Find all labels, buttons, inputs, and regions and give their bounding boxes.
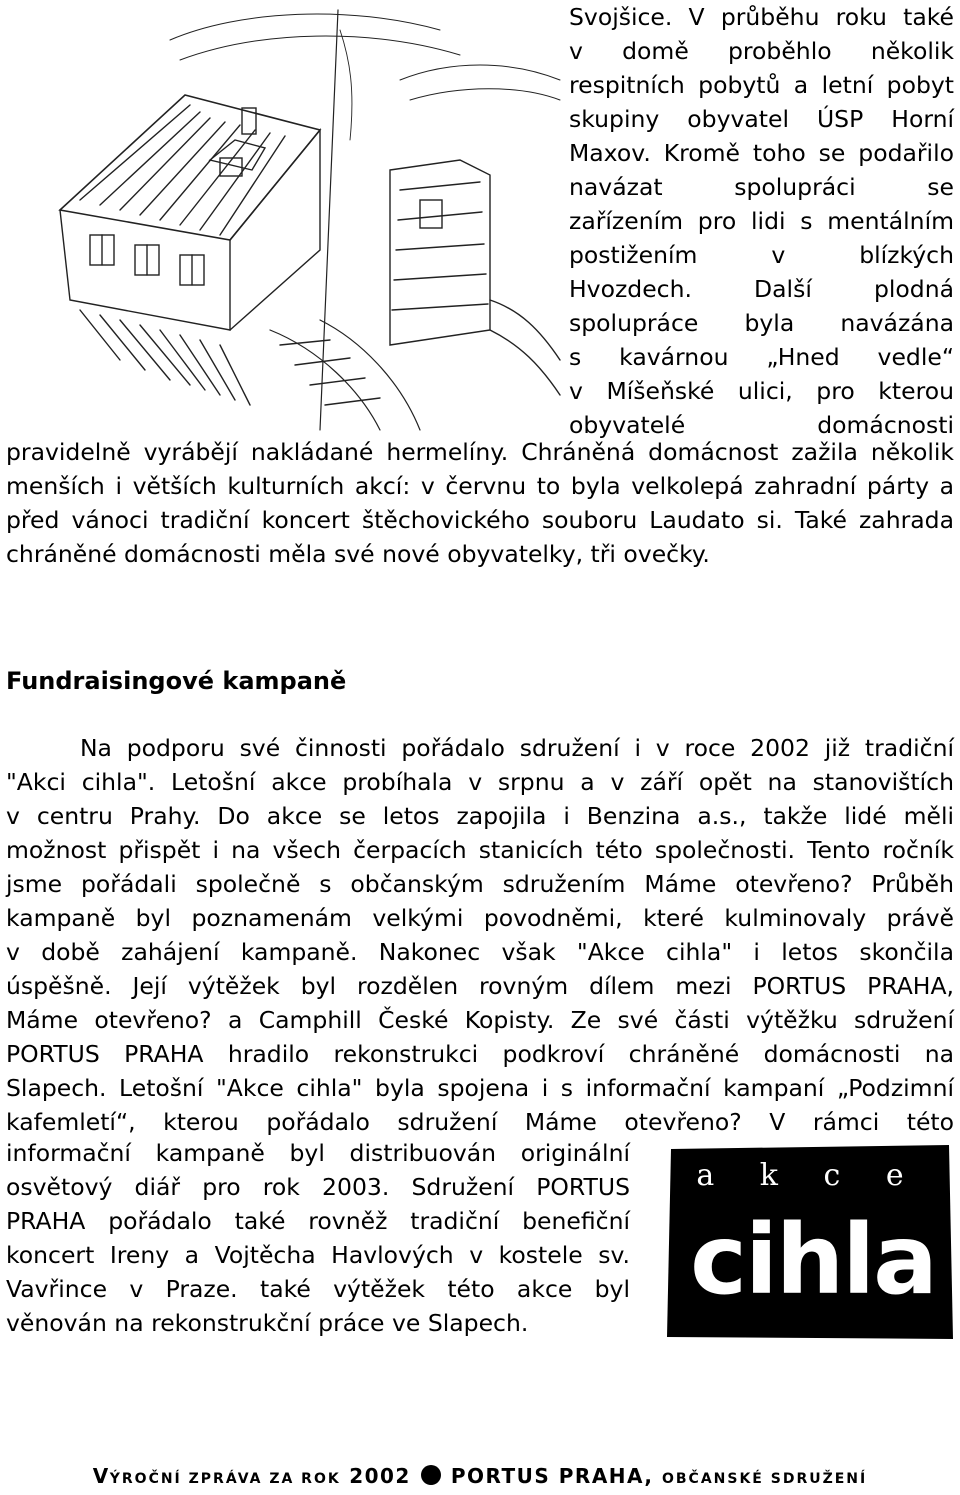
text-line: PRAHA pořádalo také rovněž tradiční benefiční — [6, 1207, 630, 1235]
house-sketch-illustration — [20, 0, 565, 432]
footer-organization: PORTUS PRAHA, — [450, 1464, 654, 1488]
text-line: v době zahájení kampaně. Nakonec však "Akce cihla" i letos skončila — [6, 938, 954, 966]
footer-year: 2002 — [349, 1464, 411, 1488]
text-line: osvětový diář pro rok 2003. Sdružení PORTUS — [6, 1173, 630, 1201]
bullet-icon — [421, 1465, 441, 1485]
text-line: obyvatelé domácnosti — [569, 411, 954, 439]
text-line: s kavárnou „Hned vedle“ — [569, 343, 954, 371]
footer-initial: V — [92, 1464, 110, 1488]
text-line: v domě proběhlo několik — [569, 37, 954, 65]
fundraising-paragraph-left-of-logo — [6, 1136, 630, 1340]
text-line: pravidelně vyrábějí nakládané hermelíny. Chráněná domácnost zažila několik — [6, 438, 954, 466]
text-line: skupiny obyvatel ÚSP Horní — [569, 105, 954, 133]
text-line: "Akci cihla". Letošní akce probíhala v srpnu a v září opět na stanovištích — [6, 768, 954, 796]
fundraising-paragraph — [6, 731, 954, 1139]
text-line: v Míšeňské ulici, pro kterou — [569, 377, 954, 405]
text-line: Máme otevřeno? a Camphill České Kopisty. Ze své části výtěžku sdružení — [6, 1006, 954, 1034]
text-line: Vavřince v Praze. také výtěžek této akce byl — [6, 1275, 630, 1303]
text-line: kampaně byl poznamenám velkými povodněmi, které kulminovaly právě — [6, 904, 954, 932]
section-heading: Fundraisingové kampaně — [6, 667, 347, 695]
page-footer — [0, 1462, 960, 1493]
text-line: postižením v blízkých — [569, 241, 954, 269]
text-line: v centru Prahy. Do akce se letos zapojila i Benzina a.s., takže lidé měli — [6, 802, 954, 830]
logo-top-text: a k c e — [696, 1158, 922, 1193]
paragraph-right-of-illustration — [569, 0, 954, 442]
text-line: koncert Ireny a Vojtěcha Havlových v kostele sv. — [6, 1241, 630, 1269]
text-line: zařízením pro lidi s mentálním — [569, 207, 954, 235]
text-line: jsme pořádali společně s občanským sdružením Máme otevřeno? Průběh — [6, 870, 954, 898]
text-line: Svojšice. V průběhu roku také — [569, 3, 954, 31]
paragraph-continuation — [6, 435, 954, 571]
text-line: PORTUS PRAHA hradilo rekonstrukci podkroví chráněné domácnosti na — [6, 1040, 954, 1068]
text-line: věnován na rekonstrukční práce ve Slapech. — [6, 1309, 529, 1337]
footer-org-type: OBČANSKÉ SDRUŽENÍ — [661, 1471, 868, 1487]
text-line: kafemletí“, kterou pořádalo sdružení Máme otevřeno? V rámci této — [6, 1108, 954, 1136]
text-line: Hvozdech. Další plodná — [569, 275, 954, 303]
footer-report-label: ÝROČNÍ ZPRÁVA ZA ROK — [109, 1471, 341, 1487]
text-line: respitních pobytů a letní pobyt — [569, 71, 954, 99]
text-line: menších i větších kulturních akcí: v červnu to byla velkolepá zahradní párty a — [6, 472, 954, 500]
text-line: Maxov. Kromě toho se podařilo — [569, 139, 954, 167]
logo-main-text: cihla — [690, 1204, 936, 1316]
text-line: navázat spolupráci se — [569, 173, 954, 201]
text-line: informační kampaně byl distribuován originální — [6, 1139, 630, 1167]
akce-cihla-logo — [663, 1143, 955, 1341]
text-line: úspěšně. Její výtěžek byl rozdělen rovným dílem mezi PORTUS PRAHA, — [6, 972, 954, 1000]
text-line: spolupráce byla navázána — [569, 309, 954, 337]
text-line: chráněné domácnosti měla své nové obyvatelky, tři ovečky. — [6, 540, 710, 568]
text-line: možnost přispět i na všech čerpacích stanicích této společnosti. Tento ročník — [6, 836, 954, 864]
text-line: Na podporu své činnosti pořádalo sdružení i v roce 2002 již tradiční — [6, 734, 954, 762]
text-line: Slapech. Letošní "Akce cihla" byla spojena i s informační kampaní „Podzimní — [6, 1074, 954, 1102]
text-line: před vánoci tradiční koncert štěchovického souboru Laudato si. Také zahrada — [6, 506, 954, 534]
